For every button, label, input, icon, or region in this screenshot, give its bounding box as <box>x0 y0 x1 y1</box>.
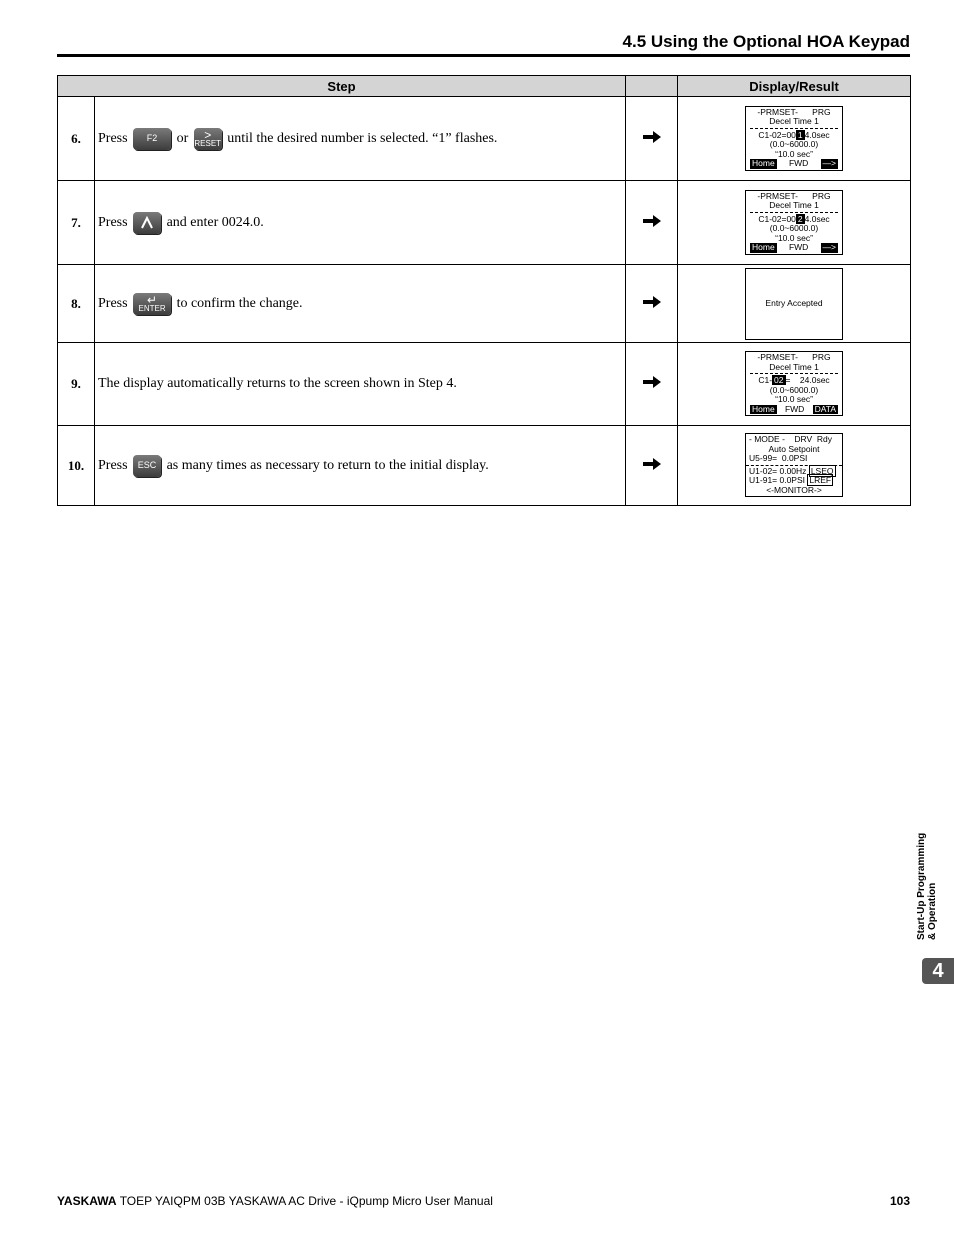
chapter-tab: 4 <box>922 958 954 984</box>
right-arrow-icon <box>643 376 661 388</box>
footer-brand: YASKAWA <box>57 1194 117 1208</box>
up-arrow-key-icon <box>133 212 161 234</box>
f2-key-icon: F2 <box>133 128 171 150</box>
lcd-display: -PRMSET- PRG Decel Time 1 C1-02=00 1 4.0sec (0.0~6000.0) “10.0 sec” Home FWD —> <box>745 106 843 171</box>
header-rule <box>57 54 910 57</box>
table-row <box>58 426 911 506</box>
step-description: Press ESC as many times as necessary to return to the initial display. <box>95 426 626 506</box>
step-text-or: or <box>176 130 189 146</box>
steps-table <box>57 75 911 506</box>
table-row <box>58 343 911 426</box>
entry-accepted-text: Entry Accepted <box>765 297 823 308</box>
flashing-digit: 1 <box>797 129 803 140</box>
step-number: 10. <box>58 426 95 506</box>
step-number: 6. <box>58 97 95 181</box>
highlighted-param: 02 <box>774 375 784 386</box>
right-arrow-icon <box>643 131 661 143</box>
footer-text: TOEP YAIQPM 03B YASKAWA AC Drive - iQpump Micro User Manual <box>116 1194 493 1208</box>
enter-key-icon: ↵ ENTER <box>133 293 171 315</box>
col-result-header: Display/Result <box>678 76 911 97</box>
page-header-title: 4.5 Using the Optional HOA Keypad <box>622 32 910 51</box>
page-number: 103 <box>889 1194 910 1208</box>
step-text-rest: until the desired number is selected. “1” flashes. <box>227 130 498 146</box>
step-number: 9. <box>58 343 95 426</box>
flashing-digit: 2 <box>797 213 803 224</box>
step-description: The display automatically returns to the screen shown in Step 4. <box>95 343 626 426</box>
lcd-display: -PRMSET- PRG Decel Time 1 C1-02=00 2 4.0sec (0.0~6000.0) “10.0 sec” Home FWD —> <box>745 190 843 255</box>
arrow-cell <box>626 97 678 181</box>
table-header-row <box>58 76 911 97</box>
table-row <box>58 181 911 265</box>
step-description: Press and enter 0024.0. <box>95 181 626 265</box>
side-tab-label: Start-Up Programming & Operation <box>916 832 938 940</box>
col-arrow-header <box>626 76 678 97</box>
step-description <box>95 97 626 181</box>
right-arrow-icon <box>643 296 661 308</box>
footer <box>57 1194 493 1208</box>
esc-key-icon: ESC <box>133 455 161 477</box>
lcd-divider <box>750 128 838 129</box>
right-chevron-icon: > <box>204 127 212 142</box>
right-arrow-icon <box>643 458 661 470</box>
lcd-display: - MODE - DRV Rdy Auto Setpoint U5-99= 0.0PSI U1-02= 0.00Hz LSEQ U1-91= 0.0PSI LREF <-MONITOR-> <box>745 433 843 497</box>
display-result-cell <box>678 97 911 181</box>
step-number: 8. <box>58 265 95 343</box>
enter-arrow-icon: ↵ <box>147 292 158 307</box>
step-number: 7. <box>58 181 95 265</box>
lcd-display: -PRMSET- PRG Decel Time 1 C1- 02 = 24.0sec (0.0~6000.0) “10.0 sec” Home FWD DATA <box>745 351 843 416</box>
step-description: Press ↵ ENTER to confirm the change. <box>95 265 626 343</box>
step-text-press: Press <box>98 130 128 146</box>
table-row <box>58 97 911 181</box>
reset-key-icon: > RESET <box>194 127 222 148</box>
lcd-display <box>745 268 843 340</box>
col-step-header: Step <box>58 76 626 97</box>
table-row <box>58 265 911 343</box>
right-arrow-icon <box>643 215 661 227</box>
